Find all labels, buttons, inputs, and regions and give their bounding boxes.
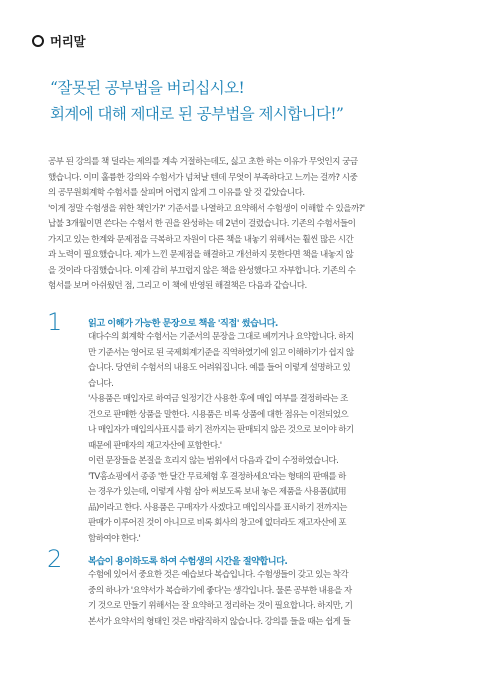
item-body-line: 만 기준서는 영어로 된 국제회계기준을 직역하였기에 읽고 이해하기가 쉽지 않: [88, 347, 354, 358]
item-body-line: 중의 하나가 '요약서가 복습하기에 좋다'는 생각입니다. 물론 공부한 내용을 자: [88, 585, 352, 596]
intro-line: 험서를 보며 아쉬웠던 점, 그리고 이 책에 반영된 해결책은 다음과 같습니다.: [48, 281, 307, 291]
item-body-line: 는 경우가 있는데, 이렇게 사험 삼아 써보도록 보내 놓은 제품을 사용품(試用: [88, 487, 346, 497]
item-body-line: 이런 문장들을 본질을 흐리지 않는 범위에서 다음과 같이 수정하였습니다.: [88, 456, 339, 466]
headline: [50, 75, 470, 127]
item-body-line: 본서가 요약서의 형태인 것은 바람직하지 않습니다. 강의를 들을 때는 쉽게 들: [88, 616, 351, 627]
item-body: [88, 568, 470, 630]
headline-line: “잘못된 공부법을 버리십시오!: [50, 79, 245, 97]
intro-line: 의 공무원회계학 수험서를 살피며 어렵지 않게 그 이유를 알 것 같았습니다.: [48, 188, 305, 198]
intro-line: '이게 정말 수험생을 위한 책인가?' 기준서를 나열하고 요약해서 수험생이 이해할 수 있을까?': [48, 203, 365, 214]
headline-line: 회계에 대해 제대로 된 공부법을 제시합니다!”: [50, 105, 344, 123]
intro-line: 을 것이라 다짐했습니다. 이제 감히 부끄럽지 않은 책을 완성했다고 자부합니다. 기존의 수: [48, 265, 356, 276]
item-title: 읽고 이해가 가능한 문장으로 책을 '직접' 썼습니다.: [88, 318, 278, 329]
item-body-line: 판매가 이루어진 것이 아니므로 비록 회사의 창고에 없더라도 재고자산에 포: [88, 518, 346, 528]
item-body-line: 'TV홈쇼핑에서 종종 '한 달간 무료체험 후 결정하세요'라는 형태의 판매를 하: [88, 471, 346, 482]
item-body-line: 대다수의 회계학 수험서는 기준서의 문장을 그대로 베끼거나 요약합니다. 하지: [88, 332, 354, 342]
item-body-line: 品)이라고 한다. 사용품은 구매자가 사겠다고 매입의사를 표시하기 전까지는: [88, 502, 347, 513]
item-body-line: 함하여야 한다.': [88, 533, 141, 544]
item-title: 복습이 용이하도록 하여 수험생의 시간을 절약합니다.: [88, 556, 288, 567]
item-body-line: '사용품은 매입자로 하여금 일정기간 사용한 후에 매입 여부를 결정하라는 조: [88, 394, 348, 404]
intro-line: 과 노력이 필요했습니다. 제가 느낀 문제점을 해결하고 개선하지 못한다면 책을 내놓지 않: [48, 250, 354, 260]
item-body-line: 때문에 판매자의 재고자산에 포함한다.': [88, 440, 222, 451]
item-body-line: 습니다.: [88, 378, 114, 389]
intro-line: 공부 된 강의를 책 덜라는 제의를 계속 거절하는데도, 싫고 초한 하는 이유가 무엇인지 궁금: [48, 157, 358, 167]
item-number: 1: [47, 308, 63, 336]
intro-line: 가지고 있는 한계와 문제점을 극복하고 자원이 다른 책을 내놓기 위해서는 훨씬 많은 시간: [48, 234, 354, 245]
item-body: [88, 330, 470, 547]
item-body-line: 수험에 있어서 중요한 것은 예습보다 복습입니다. 수험생들이 갖고 있는 착각: [88, 570, 349, 580]
item-body-line: 기 것으로 만들기 위해서는 잘 요약하고 정리하는 것이 필요합니다. 하지만, 기: [88, 601, 353, 611]
item-body-line: 건으로 판매한 상품을 말한다. 시용품은 비록 상품에 대한 점유는 이전되었으: [88, 409, 349, 420]
intro-paragraph: [48, 155, 464, 295]
section-title: 머리말: [50, 34, 86, 49]
intro-line: 했습니다. 이미 훌륭한 강의와 수험서가 넘쳐날 텐데 무엇이 부족하다고 느끼는 걸까? 시중: [48, 172, 358, 183]
item-body-line: 습니다. 당연히 수험서의 내용도 어려워집니다. 예를 들어 이렇게 설명하고 있: [88, 363, 351, 373]
item-number: 2: [47, 545, 63, 573]
section-header: [32, 32, 85, 50]
item-body-line: 나 매입자가 매입의사표시를 하기 전까지는 판매되지 않은 것으로 보이야 하기: [88, 425, 354, 435]
circle-bullet-icon: [32, 35, 44, 47]
intro-line: 납불 3개월이면 쓴다는 수험서 한 권을 완성하는 데 2년이 걸렸습니다. 기존의 수험서들이: [48, 219, 356, 229]
